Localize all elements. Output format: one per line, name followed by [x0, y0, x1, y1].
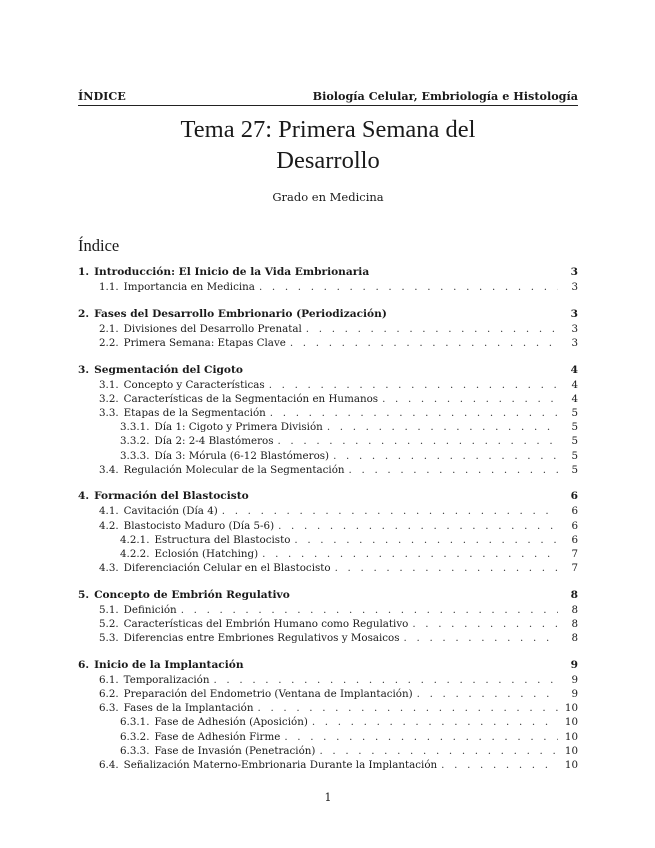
toc-subsection-entry[interactable]	[78, 519, 578, 533]
toc-entry-title[interactable]: Diferenciación Celular en el Blastocisto	[123, 562, 331, 575]
toc-entry-title[interactable]: Concepto y Características	[123, 378, 265, 391]
toc-entry-page: 8	[571, 603, 578, 616]
toc-entry-number: 5.1.	[99, 603, 119, 616]
toc-subsection-entry[interactable]	[78, 758, 578, 772]
toc-entry-title[interactable]: Divisiones del Desarrollo Prenatal	[123, 322, 302, 335]
toc-section	[78, 587, 578, 646]
toc-entry-title[interactable]: Fase de Adhesión Firme	[154, 730, 281, 743]
toc-entry-page: 8	[571, 618, 578, 630]
toc-entry-title[interactable]: Estructura del Blastocisto	[154, 533, 291, 546]
toc-entry-page: 5	[571, 449, 578, 462]
toc-entry-number: 4.2.	[99, 519, 119, 532]
dot-leader	[222, 504, 558, 518]
toc-entry-number: 5.3.	[99, 632, 119, 645]
toc-subsection-entry[interactable]	[78, 406, 578, 420]
toc-entry-number: 3.3.3.	[120, 449, 150, 462]
toc-entry-title[interactable]: Inicio de la Implantación	[94, 658, 244, 671]
toc-section	[78, 362, 578, 477]
toc-entry-number: 6.3.	[99, 702, 119, 715]
toc-entry-number: 2.1.	[99, 322, 119, 335]
toc-entry-number: 4.1.	[99, 505, 119, 518]
toc-entry-number: 1.1.	[99, 281, 119, 293]
toc-subsubsection-entry[interactable]	[78, 420, 578, 434]
toc-entry-page: 5	[571, 463, 578, 476]
toc-entry-page: 10	[564, 744, 578, 757]
dot-leader	[294, 533, 558, 547]
toc-entry-number: 3.2.	[99, 392, 119, 405]
toc-entry-number: 3.3.1.	[120, 421, 150, 434]
toc-subsection-entry[interactable]	[78, 378, 578, 392]
toc-subsection-entry[interactable]	[78, 561, 578, 575]
toc-entry-number: 6.2.	[99, 688, 119, 701]
toc-entry-number: 6.3.3.	[120, 744, 150, 757]
toc-entry-title[interactable]: Fases del Desarrollo Embrionario (Periodización)	[94, 307, 387, 320]
toc-subsection-entry[interactable]	[78, 280, 578, 294]
header-left: ÍNDICE	[78, 89, 126, 103]
toc-entry-page: 8	[570, 588, 578, 601]
toc-entry-page: 3	[570, 266, 578, 278]
toc-entry-page: 3	[571, 322, 578, 335]
toc-entry-page: 4	[571, 378, 578, 391]
toc-entry-page: 10	[564, 702, 578, 715]
toc-entry-page: 8	[571, 632, 578, 645]
dot-leader	[270, 406, 558, 420]
dot-leader	[382, 392, 558, 406]
dot-leader	[319, 744, 558, 758]
dot-leader	[284, 730, 558, 744]
toc-subsection-entry[interactable]	[78, 322, 578, 336]
toc-entry-number: 6.3.2.	[120, 730, 150, 743]
toc-entry-page: 6	[571, 519, 578, 532]
toc-entry-number: 5.	[78, 588, 90, 601]
toc-subsubsection-entry[interactable]	[78, 730, 578, 744]
toc-subsection-entry[interactable]	[78, 392, 578, 406]
toc-entry-page: 4	[570, 363, 578, 376]
toc-entry-title[interactable]: Día 3: Mórula (6-12 Blastómeros)	[154, 449, 330, 462]
toc-entry-title[interactable]: Fase de Invasión (Penetración)	[154, 744, 316, 757]
toc-entry-page: 3	[570, 307, 578, 320]
toc-entry-number: 3.3.2.	[120, 435, 150, 448]
toc-entry-page: 6	[571, 505, 578, 518]
toc-entry-title[interactable]: Importancia en Medicina	[123, 281, 255, 293]
dot-leader	[412, 617, 558, 631]
dot-leader	[213, 673, 558, 687]
dot-leader	[290, 336, 558, 350]
toc-entry-number: 3.4.	[99, 463, 119, 476]
toc-entry-number: 3.1.	[99, 378, 119, 391]
toc-section-entry[interactable]	[78, 657, 578, 673]
table-of-contents	[78, 264, 578, 784]
toc-subsection-entry[interactable]	[78, 617, 578, 631]
dot-leader	[259, 280, 558, 294]
dot-leader	[441, 758, 558, 772]
toc-subsection-entry[interactable]	[78, 504, 578, 518]
toc-subsection-entry[interactable]	[78, 673, 578, 687]
toc-section-entry[interactable]	[78, 264, 578, 280]
toc-entry-number: 3.	[78, 363, 90, 376]
toc-subsubsection-entry[interactable]	[78, 715, 578, 729]
running-header	[78, 89, 578, 106]
dot-leader	[262, 547, 558, 561]
toc-subsection-entry[interactable]	[78, 687, 578, 701]
toc-entry-number: 4.	[78, 490, 90, 503]
toc-entry-page: 5	[571, 406, 578, 419]
toc-entry-title[interactable]: Concepto de Embrión Regulativo	[94, 588, 290, 601]
toc-entry-page: 9	[570, 658, 578, 671]
toc-entry-number: 1.	[78, 266, 90, 278]
dot-leader	[417, 687, 558, 701]
toc-entry-title[interactable]: Regulación Molecular de la Segmentación	[123, 463, 345, 476]
toc-entry-title[interactable]: Preparación del Endometrio (Ventana de Implantación)	[123, 688, 413, 701]
toc-entry-number: 6.3.1.	[120, 716, 150, 729]
document-subtitle: Grado en Medicina	[272, 190, 384, 204]
dot-leader	[327, 420, 558, 434]
toc-entry-title[interactable]: Cavitación (Día 4)	[123, 505, 218, 518]
toc-subsection-entry[interactable]	[78, 603, 578, 617]
dot-leader	[404, 631, 558, 645]
toc-entry-number: 4.3.	[99, 562, 119, 575]
toc-subsubsection-entry[interactable]	[78, 744, 578, 758]
dot-leader	[335, 561, 558, 575]
toc-entry-number: 6.4.	[99, 759, 119, 771]
toc-entry-title[interactable]: Eclosión (Hatching)	[154, 547, 259, 560]
toc-section	[78, 657, 578, 772]
toc-entry-page: 3	[571, 281, 578, 293]
toc-entry-number: 4.2.1.	[120, 533, 150, 546]
toc-entry-page: 9	[571, 673, 578, 686]
toc-entry-title[interactable]: Segmentación del Cigoto	[94, 363, 243, 376]
toc-subsubsection-entry[interactable]	[78, 449, 578, 463]
title-line-1: Tema 27: Primera Semana del	[180, 116, 476, 143]
toc-entry-page: 5	[571, 435, 578, 448]
toc-entry-title[interactable]: Día 1: Cigoto y Primera División	[154, 421, 323, 434]
dot-leader	[181, 603, 558, 617]
toc-subsection-entry[interactable]	[78, 631, 578, 645]
toc-section-entry[interactable]	[78, 587, 578, 603]
toc-entry-page: 9	[571, 688, 578, 701]
toc-entry-title[interactable]: Características de la Segmentación en Humanos	[123, 392, 379, 405]
dot-leader	[277, 434, 558, 448]
toc-entry-title[interactable]: Día 2: 2-4 Blastómeros	[154, 435, 274, 448]
toc-entry-page: 10	[564, 716, 578, 729]
toc-subsubsection-entry[interactable]	[78, 547, 578, 561]
toc-entry-page: 3	[571, 336, 578, 349]
dot-leader	[333, 449, 558, 463]
toc-entry-title[interactable]: Formación del Blastocisto	[94, 490, 249, 503]
toc-entry-page: 6	[570, 490, 578, 503]
toc-subsection-entry[interactable]	[78, 336, 578, 350]
toc-entry-page: 10	[564, 759, 578, 771]
toc-entry-page: 4	[571, 392, 578, 405]
toc-entry-title[interactable]: Diferencias entre Embriones Regulativos y Mosaicos	[123, 632, 400, 645]
page-number: 1	[324, 791, 332, 804]
toc-entry-number: 2.	[78, 307, 90, 320]
toc-entry-number: 6.	[78, 658, 90, 671]
toc-entry-title[interactable]: Señalización Materno-Embrionaria Durante la Implantación	[123, 759, 438, 771]
dot-leader	[278, 519, 558, 533]
toc-section	[78, 264, 578, 294]
title-line-2: Desarrollo	[276, 147, 380, 174]
toc-subsection-entry[interactable]	[78, 701, 578, 715]
toc-entry-title[interactable]: Primera Semana: Etapas Clave	[123, 336, 286, 349]
toc-subsubsection-entry[interactable]	[78, 533, 578, 547]
dot-leader	[269, 378, 558, 392]
header-right: Biología Celular, Embriología e Histología	[312, 89, 578, 103]
toc-subsubsection-entry[interactable]	[78, 434, 578, 448]
toc-section-entry[interactable]	[78, 306, 578, 322]
document-title	[78, 114, 578, 176]
dot-leader	[306, 322, 558, 336]
toc-entry-page: 7	[571, 562, 578, 575]
toc-section	[78, 306, 578, 350]
toc-entry-title[interactable]: Fases de la Implantación	[123, 702, 254, 715]
toc-entry-page: 5	[571, 421, 578, 434]
toc-entry-title[interactable]: Fase de Adhesión (Aposición)	[154, 716, 308, 729]
toc-heading: Índice	[78, 236, 120, 255]
toc-entry-page: 7	[571, 547, 578, 560]
toc-entry-title[interactable]: Blastocisto Maduro (Día 5-6)	[123, 519, 275, 532]
toc-entry-title[interactable]: Introducción: El Inicio de la Vida Embrionaria	[94, 266, 370, 278]
toc-entry-number: 4.2.2.	[120, 547, 150, 560]
toc-entry-number: 6.1.	[99, 673, 119, 686]
toc-entry-title[interactable]: Características del Embrión Humano como Regulativo	[123, 618, 409, 630]
toc-section-entry[interactable]	[78, 488, 578, 504]
toc-entry-number: 3.3.	[99, 406, 119, 419]
dot-leader	[349, 463, 558, 477]
toc-entry-page: 6	[571, 533, 578, 546]
toc-section-entry[interactable]	[78, 362, 578, 378]
dot-leader	[258, 701, 559, 715]
toc-entry-number: 5.2.	[99, 618, 119, 630]
toc-entry-title[interactable]: Temporalización	[123, 673, 210, 686]
toc-entry-number: 2.2.	[99, 336, 119, 349]
toc-subsection-entry[interactable]	[78, 463, 578, 477]
toc-section	[78, 488, 578, 575]
toc-entry-title[interactable]: Etapas de la Segmentación	[123, 406, 266, 419]
dot-leader	[312, 715, 558, 729]
toc-entry-title[interactable]: Definición	[123, 603, 177, 616]
toc-entry-page: 10	[564, 730, 578, 743]
